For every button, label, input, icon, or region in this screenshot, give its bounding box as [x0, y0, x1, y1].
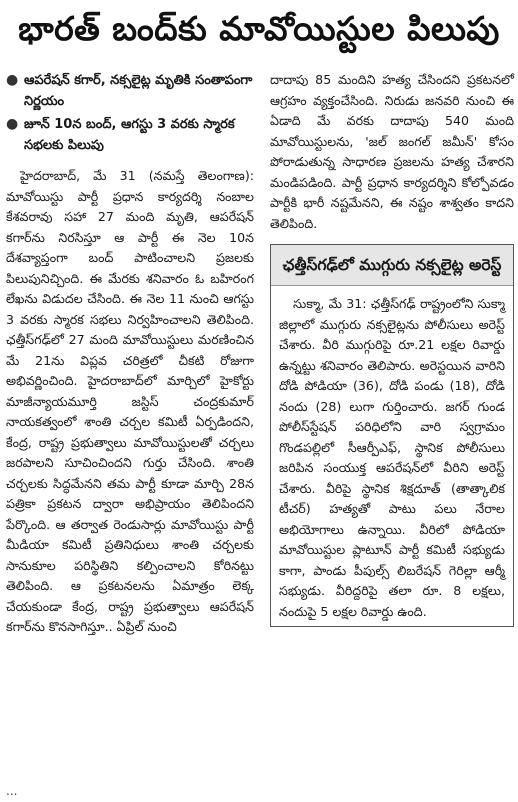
bullet-text: జూన్ 10న బంద్, ఆగస్టు 3 వరకు స్మారక సభలకు పిలుపు	[24, 117, 235, 153]
left-column	[6, 70, 254, 638]
sidebar-story-body: సుక్మా, మే 31: ఛత్తీస్‌గఢ్ రాష్ట్రంలోని సుక్మా జిల్లాలో ముగ్గురు నక్సలైట్లను పోలీసులు అరెస్ట్ చేశారు. వీరి ముగ్గురిపై రూ.21 లక్షల రివార్డు ఉన్నట్టు శనివారం తెలిపారు. అరెస్టయిన వారిని దోడి పోడియా (36), దోడి పండు (18), దోడి నందు (28) లుగా గుర్తించారు. జగర్ గుండ పోలీస్‌స్టేషన్ పరిధిలోని వారి స్వగ్రామం గొండపల్లిలో సీఆర్పీఎఫ్, స్థానిక పోలీసులు జరిపిన సంయుక్త ఆపరేషన్‌లో వీరిని అరెస్ట్ చేశారు. వీరిపై స్థానిక శిక్షదూత్ (తాత్కాలిక టీచర్) హత్యతో పాటు పలు నేరాల అభియోగాలు ఉన్నాయి. వీరిలో పోడియా మావోయిస్టుల ప్లాటూన్ పార్టీ కమిటీ సభ్యుడు కాగా, పాండు పీపుల్స్ లిబరేషన్ గెరిల్లా ఆర్మీ సభ్యుడు. వీరిద్దరిపై తలా రూ. 8 లక్షలు, నందుపై 5 లక్షల రివార్డు ఉంది.	[279, 296, 505, 619]
bullet-point	[6, 114, 254, 156]
right-column	[270, 70, 514, 627]
sidebar-story-box	[270, 244, 514, 627]
article-body-right: దాదాపు 85 మందిని హత్య చేసిందని ప్రకటనలో ఆగ్రహం వ్యక్తంచేసింది. నిరుడు జనవరి నుంచి ఈ ఏడాది మే వరకు దాదాపు 540 మంది మావోయిస్టులను, 'జల్ జంగల్ జమీన్' కోసం పోరాడుతున్న సాధారణ ప్రజలను హత్య చేశారని మండిపడింది. పార్టీ ప్రధాన కార్యదర్శిని కోల్పోవడం పార్టీకి భారీ నష్టమేనని, ఈ నష్టం శాశ్వతం కాదని తెలిపింది.	[270, 72, 514, 231]
spacer	[6, 158, 254, 166]
bullet-icon: ●	[6, 72, 19, 88]
sidebar-story-headline: ఛత్తీస్‌గఢ్‌లో ముగ్గురు నక్సలైట్ల అరెస్ట్	[271, 245, 513, 286]
headline: భారత్ బంద్‌కు మావోయిస్టుల పిలుపు	[18, 8, 500, 48]
continuation-mark: ...	[6, 784, 18, 798]
bullet-icon: ●	[6, 116, 19, 132]
bullet-text: ఆపరేషన్ కగార్, నక్సలైట్ల మృతికి సంతాపంగా నిర్ణయం	[24, 73, 253, 109]
article-body-left: హైదరాబాద్, మే 31 (నమస్తే తెలంగాణ): మావోయిస్టు పార్టీ ప్రధాన కార్యదర్శి నంబాల కేశవరావు సహా 27 మంది మృతి, ఆపరేషన్ కగార్‌ను నిరసిస్తూ ఆ పార్టీ ఈ నెల 10న దేశవ్యాప్తంగా బంద్ పాటించాలని ప్రజలకు పిలుపునిచ్చింది. ఈ మేరకు శనివారం ఓ బహిరంగ లేఖను విడుదల చేసింది. ఈ నెల 11 నుంచి ఆగస్టు 3 వరకు స్మారక సభలు నిర్వహించాలని తెలిపింది. ఛత్తీస్‌గఢ్‌లో 27 మంది మావోయిస్టులు మరణించిన మే 21ను విప్లవ చరిత్రలో చీకటి రోజుగా అభివర్ణించింది. హైదరాబాద్‌లో మార్చిలో హైకోర్టు మాజీన్యాయమూర్తి జస్టిస్ చంద్రకుమార్ నాయకత్వంలో శాంతి చర్చల కమిటీ ఏర్పడిందని, కేంద్ర, రాష్ట్ర ప్రభుత్వాలు మావోయిస్టులతో చర్చలు జరపాలని సూచించిందని గుర్తు చేసింది. శాంతి చర్చలకు సిద్ధమేనని తమ పార్టీ కూడా మార్చి 28న పత్రికా ప్రకటన ద్వారా అభిప్రాయం తెలిపిందని పేర్కొంది. ఆ తర్వాత రెండుసార్లు మావోయిస్టు పార్టీ మీడియా కమిటీ ప్రతినిధులు శాంతి చర్చలకు సానుకూల పరిస్థితిని కల్పించాలని కోరినట్టు తెలిపింది. ఆ ప్రకటనలను ఏమాత్రం లెక్క చేయకుండా కేంద్ర, రాష్ట్ర ప్రభుత్వాలు ఆపరేషన్ కగార్‌ను కొనసాగిస్తూ.. ఏప్రిల్ నుంచి	[6, 168, 254, 634]
bullet-point	[6, 70, 254, 112]
